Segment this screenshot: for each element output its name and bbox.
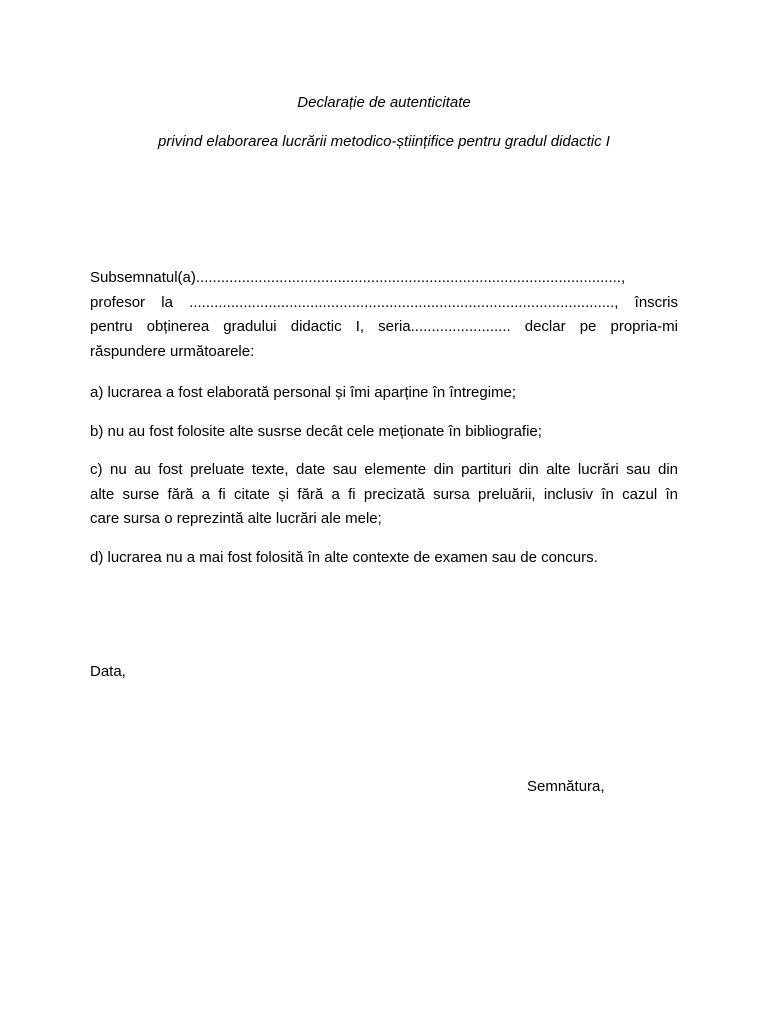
item-c-line: care sursa o reprezintă alte lucrări ale mele; (90, 510, 382, 527)
declaration-intro (90, 266, 678, 364)
declaration-item-c (90, 458, 678, 532)
declaration-item-d: d) lucrarea nu a mai fost folosită în alte contexte de examen sau de concurs. (90, 549, 598, 566)
intro-line: răspundere următoarele: (90, 342, 255, 360)
document-title: Declarație de autenticitate (297, 94, 471, 111)
item-c-line: alte surse fără a fi citate și fără a fi precizată sursa preluării, inclusiv în cazul în (90, 485, 678, 503)
document-subtitle: privind elaborarea lucrării metodico-științifice pentru gradul didactic I (158, 133, 610, 150)
item-c-line: c) nu au fost preluate texte, date sau elemente din partituri din alte lucrări sau din (90, 461, 678, 478)
intro-line: profesor la ......................................................................................................, înscris (90, 293, 678, 311)
signature-label: Semnătura, (527, 778, 605, 795)
date-label: Data, (90, 663, 126, 680)
declaration-item-b: b) nu au fost folosite alte susrse decât cele meționate în bibliografie; (90, 423, 542, 440)
declaration-item-a: a) lucrarea a fost elaborată personal și îmi aparține în întregime; (90, 384, 517, 401)
intro-line: Subsemnatul(a)......................................................................................................, (90, 269, 626, 286)
intro-line: pentru obținerea gradului didactic I, seria........................ declar pe propria-mi (90, 318, 678, 335)
